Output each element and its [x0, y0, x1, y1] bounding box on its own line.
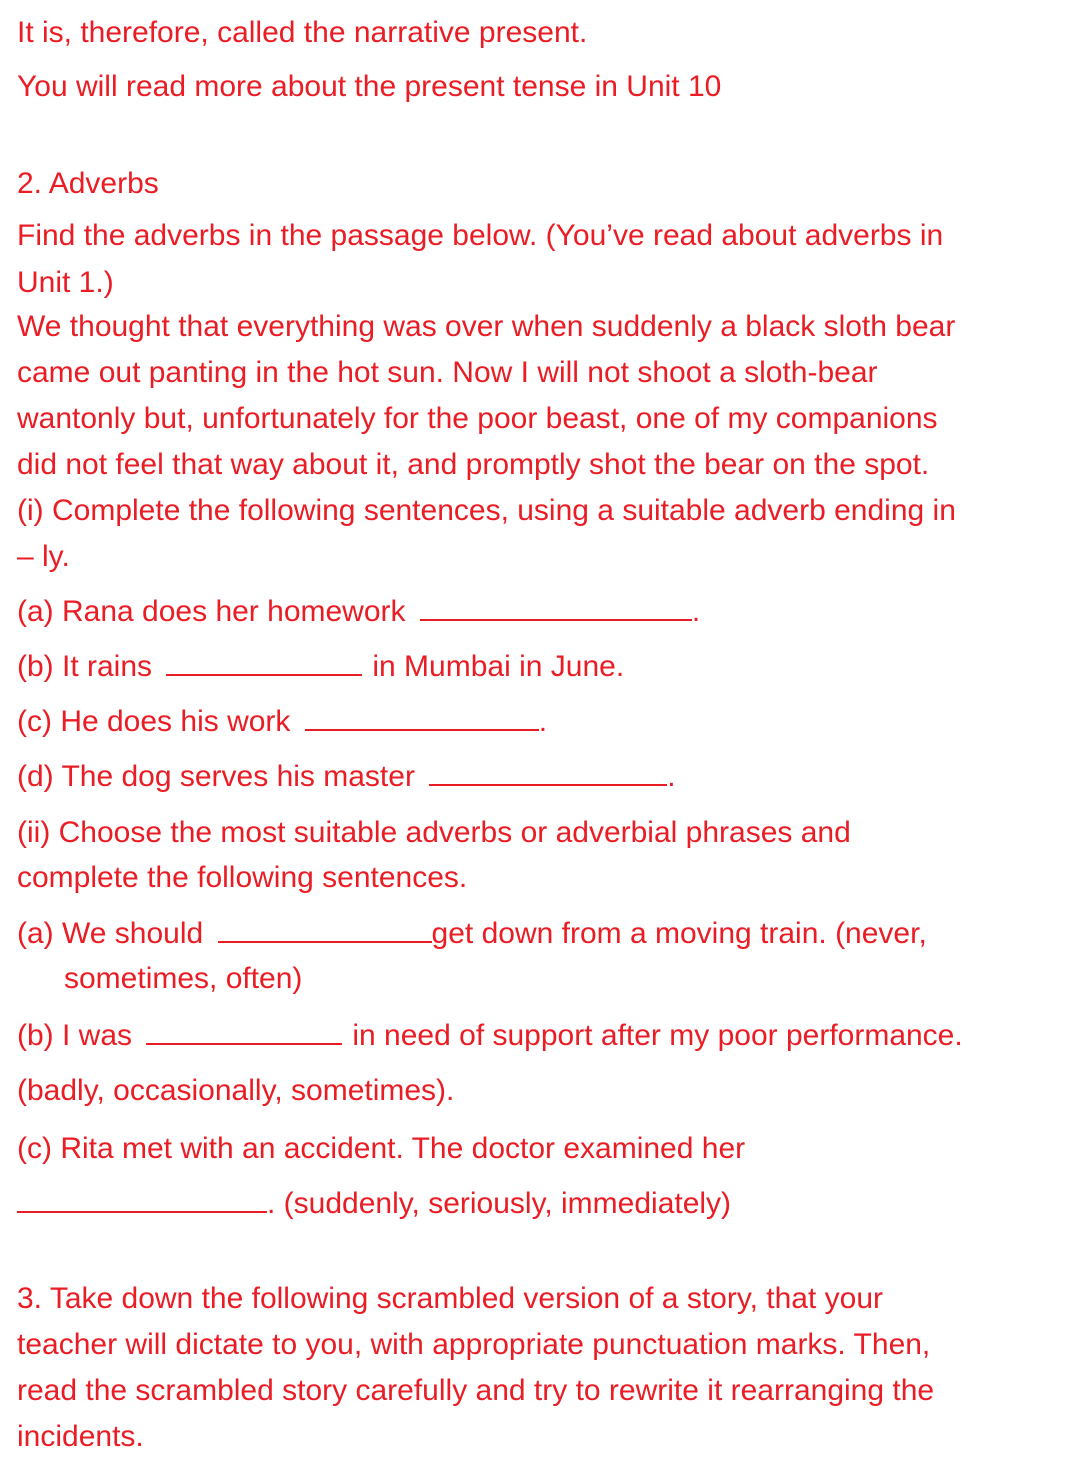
section-2-heading: 2. Adverbs — [17, 167, 159, 200]
part-ii-item-a — [17, 911, 927, 957]
answer-blank[interactable] — [166, 644, 362, 676]
item-end: . — [667, 760, 676, 793]
item-end: in need of support after my poor performance. — [352, 1019, 963, 1052]
answer-blank[interactable] — [305, 699, 539, 731]
item-end: in Mumbai in June. — [372, 650, 625, 683]
part-ii-item-b — [17, 1013, 963, 1059]
item-text: (b) I was — [17, 1019, 133, 1052]
answer-blank[interactable] — [218, 911, 432, 943]
part-i-item-b — [17, 644, 624, 690]
section-3-line-1: 3. Take down the following scrambled version of a story, that your — [17, 1282, 884, 1315]
passage-line-4: did not feel that way about it, and promptly shot the bear on the spot. — [17, 448, 930, 481]
item-end: . — [691, 595, 701, 628]
intro-line-2: You will read more about the present tense in Unit 10 — [17, 70, 722, 103]
answer-blank[interactable] — [429, 754, 667, 786]
instruction-line-1: Find the adverbs in the passage below. (You’ve read about adverbs in — [17, 219, 944, 252]
section-3-line-4: incidents. — [17, 1420, 144, 1453]
item-end: . (suddenly, seriously, immediately) — [267, 1187, 732, 1220]
intro-line-1: It is, therefore, called the narrative present. — [17, 16, 588, 49]
item-text: (a) Rana does her homework — [17, 595, 406, 628]
answer-blank[interactable] — [420, 589, 692, 621]
part-ii-prompt-line-1: (ii) Choose the most suitable adverbs or adverbial phrases and — [17, 816, 851, 849]
section-3-line-3: read the scrambled story carefully and try to rewrite it rearranging the — [17, 1374, 935, 1407]
passage-line-3: wantonly but, unfortunately for the poor beast, one of my companions — [17, 402, 938, 435]
part-ii-item-b-continuation: (badly, occasionally, sometimes). — [17, 1074, 455, 1107]
part-ii-item-c-line-1: (c) Rita met with an accident. The doctor examined her — [17, 1132, 746, 1165]
item-text: (a) We should — [17, 917, 204, 950]
item-end: get down from a moving train. (never, — [431, 917, 927, 950]
passage-line-1: We thought that everything was over when suddenly a black sloth bear — [17, 310, 956, 343]
item-end: . — [538, 705, 548, 738]
passage-line-2: came out panting in the hot sun. Now I will not shoot a sloth-bear — [17, 356, 878, 389]
item-text: (d) The dog serves his master — [17, 760, 415, 793]
part-ii-prompt-line-2: complete the following sentences. — [17, 861, 468, 894]
part-i-item-d — [17, 754, 676, 800]
part-i-item-a — [17, 589, 700, 635]
item-text: (b) It rains — [17, 650, 153, 683]
answer-blank[interactable] — [146, 1013, 342, 1045]
answer-blank[interactable] — [17, 1181, 267, 1213]
section-3-line-2: teacher will dictate to you, with appropriate punctuation marks. Then, — [17, 1328, 931, 1361]
part-i-prompt-line-1: (i) Complete the following sentences, using a suitable adverb ending in — [17, 494, 956, 527]
part-ii-item-a-continuation: sometimes, often) — [64, 962, 303, 995]
item-text: (c) He does his work — [17, 705, 291, 738]
part-i-item-c — [17, 699, 547, 745]
part-ii-item-c-line-2 — [17, 1181, 731, 1227]
instruction-line-2: Unit 1.) — [17, 266, 114, 299]
part-i-prompt-line-2: – ly. — [17, 540, 70, 573]
